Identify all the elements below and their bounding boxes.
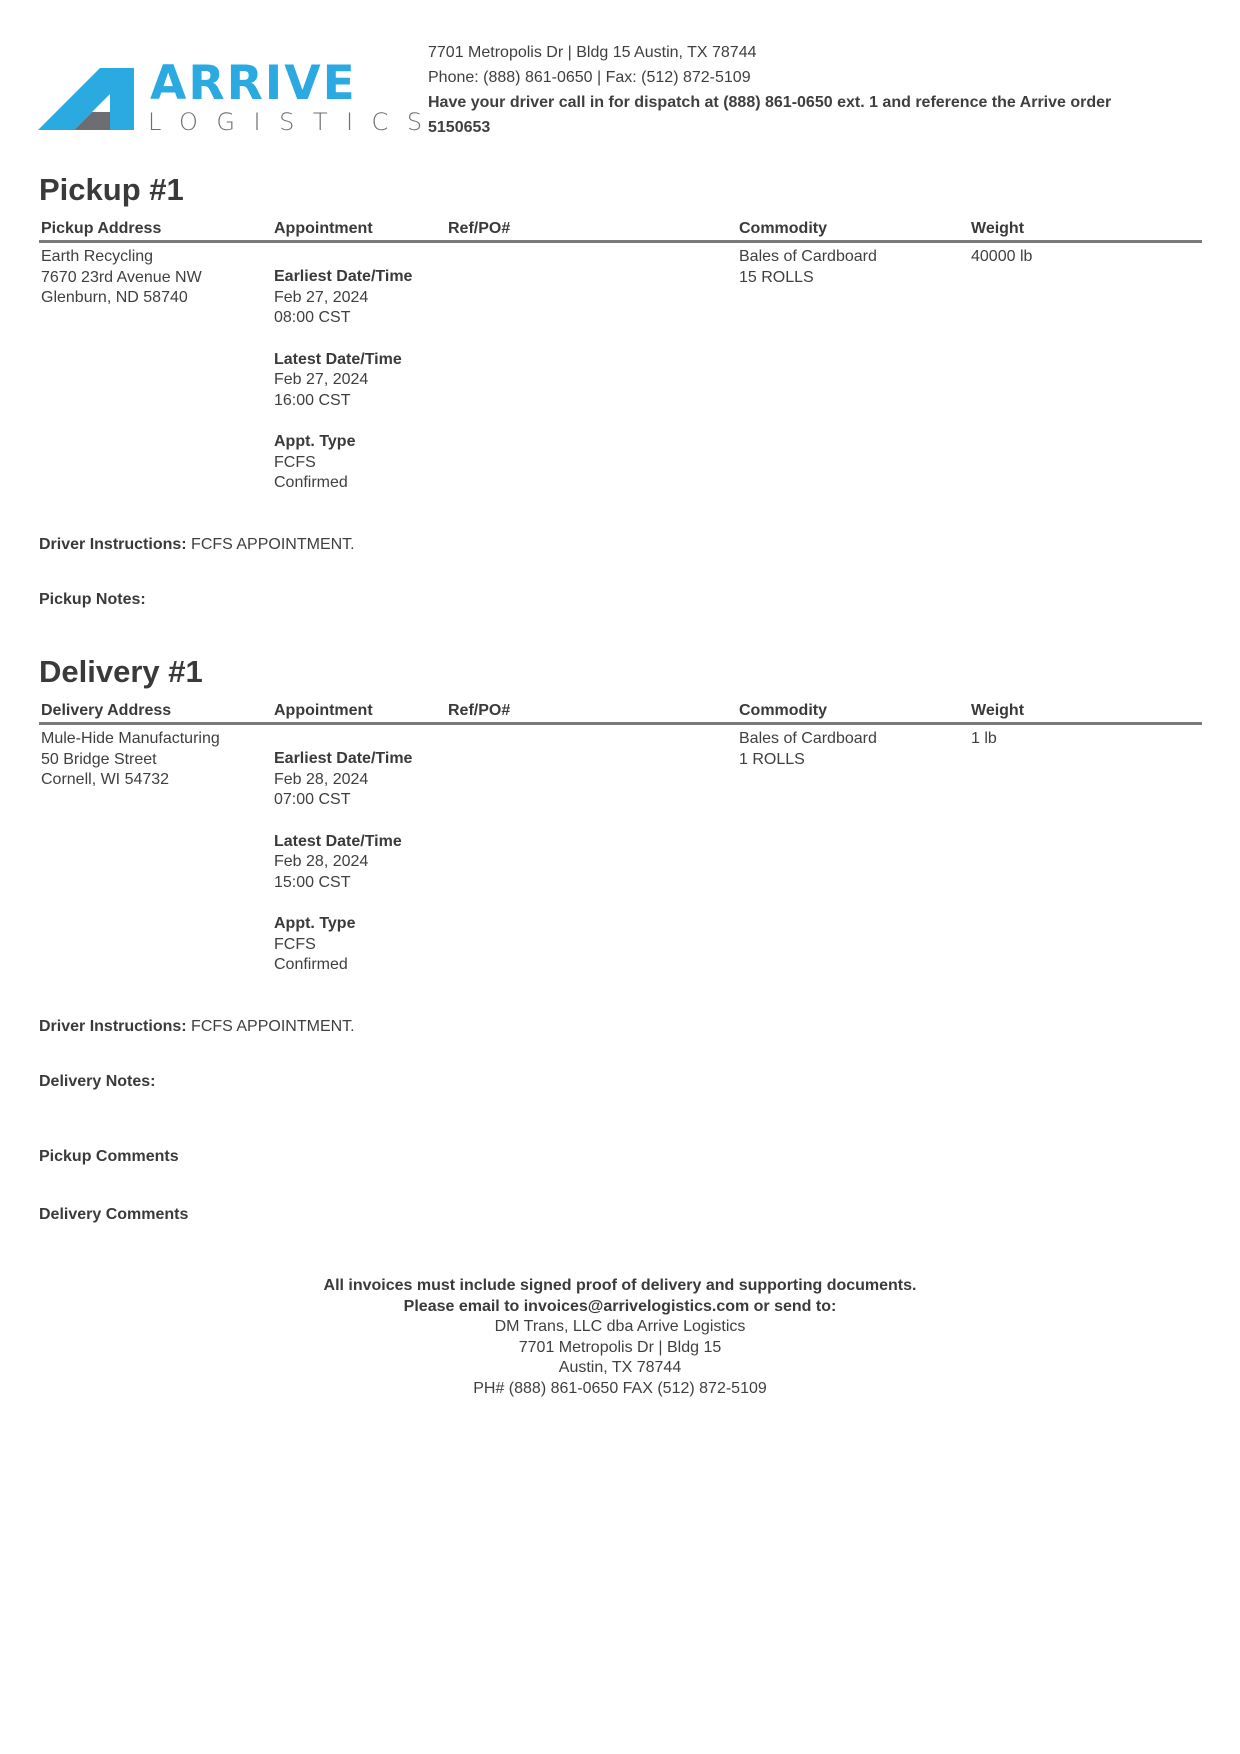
footer-city: Austin, TX 78744 [558, 1359, 682, 1376]
earliest-time: 07:00 CST [274, 791, 351, 808]
pickup-table-row [39, 243, 1202, 505]
pickup-address [41, 247, 202, 309]
delivery-appointment [274, 729, 412, 976]
commodity-quantity: 15 ROLLS [739, 268, 814, 286]
footer-phone-fax: PH# (888) 861-0650 FAX (512) 872-5109 [473, 1379, 767, 1397]
latest-time: 16:00 CST [274, 391, 351, 409]
delivery-address-street: 50 Bridge Street [41, 750, 157, 768]
pickup-notes-label: Pickup Notes: [39, 591, 146, 608]
footer-email-instruction: Please email to invoices@arrivelogistics.com or send to: [403, 1297, 837, 1315]
commodity-name: Bales of Cardboard [739, 730, 877, 747]
appt-type-label: Appt. Type [274, 433, 356, 450]
pickup-notes [39, 591, 146, 609]
earliest-date: Feb 27, 2024 [274, 288, 369, 306]
appt-type-label: Appt. Type [274, 915, 356, 932]
logo-wordmark-bottom: LOGISTICS [148, 108, 441, 136]
commodity-quantity: 1 ROLLS [739, 750, 805, 768]
latest-label: Latest Date/Time [274, 350, 402, 368]
col-header-address: Pickup Address [41, 220, 162, 237]
earliest-time: 08:00 CST [274, 309, 351, 326]
latest-time: 15:00 CST [274, 873, 351, 891]
arrive-logo-mark-icon [38, 66, 143, 130]
pickup-weight: 40000 lb [971, 248, 1033, 265]
col-header-appointment: Appointment [274, 702, 373, 719]
col-header-commodity: Commodity [739, 702, 827, 719]
appt-type: FCFS [274, 453, 316, 471]
pickup-table-header [39, 214, 1202, 243]
delivery-notes-label: Delivery Notes: [39, 1073, 156, 1090]
commodity-name: Bales of Cardboard [739, 248, 877, 265]
latest-label: Latest Date/Time [274, 832, 402, 850]
col-header-commodity: Commodity [739, 220, 827, 237]
delivery-address-city: Cornell, WI 54732 [41, 771, 170, 788]
delivery-weight: 1 lb [971, 730, 997, 747]
pickup-comments [39, 1148, 179, 1166]
delivery-address-name: Mule-Hide Manufacturing [41, 730, 220, 747]
delivery-comments [39, 1206, 188, 1224]
earliest-date: Feb 28, 2024 [274, 770, 369, 788]
logo-wordmark-top: ARRIVE [150, 56, 357, 111]
delivery-section [39, 654, 1202, 987]
latest-date: Feb 27, 2024 [274, 371, 369, 388]
appt-status: Confirmed [274, 474, 348, 491]
pickup-appointment [274, 247, 412, 494]
invoice-footer [0, 1276, 1240, 1399]
footer-invoice-requirement: All invoices must include signed proof of delivery and supporting documents. [323, 1277, 917, 1294]
pickup-address-city: Glenburn, ND 58740 [41, 289, 188, 306]
footer-company-name: DM Trans, LLC dba Arrive Logistics [494, 1318, 746, 1335]
company-contact-block [428, 40, 1168, 140]
delivery-driver-instructions [39, 1018, 355, 1036]
pickup-comments-label: Pickup Comments [39, 1148, 179, 1165]
delivery-comments-label: Delivery Comments [39, 1206, 189, 1223]
col-header-weight: Weight [971, 220, 1025, 237]
col-header-weight: Weight [971, 702, 1025, 719]
footer-street: 7701 Metropolis Dr | Bldg 15 [518, 1338, 722, 1356]
delivery-notes [39, 1073, 156, 1091]
pickup-driver-instructions [39, 536, 355, 554]
col-header-address: Delivery Address [41, 702, 172, 719]
earliest-label: Earliest Date/Time [274, 268, 413, 285]
company-logo [38, 56, 441, 136]
pickup-address-name: Earth Recycling [41, 248, 154, 265]
delivery-title: Delivery #1 [39, 654, 203, 689]
company-address: 7701 Metropolis Dr | Bldg 15 Austin, TX 78744 [428, 44, 757, 61]
driver-instructions-text: FCFS APPOINTMENT. [191, 1018, 355, 1035]
appt-status: Confirmed [274, 956, 348, 973]
col-header-ref: Ref/PO# [448, 220, 511, 237]
driver-instructions-text: FCFS APPOINTMENT. [191, 536, 355, 553]
pickup-title: Pickup #1 [39, 172, 184, 207]
driver-instructions-label: Driver Instructions: [39, 536, 187, 553]
delivery-commodity [739, 729, 877, 770]
appt-type: FCFS [274, 935, 316, 953]
delivery-table-row [39, 725, 1202, 987]
dispatch-instructions: Have your driver call in for dispatch at (888) 861-0650 ext. 1 and reference the Arrive order [428, 94, 1112, 111]
earliest-label: Earliest Date/Time [274, 750, 413, 767]
delivery-table-header [39, 696, 1202, 725]
pickup-commodity [739, 247, 877, 288]
col-header-ref: Ref/PO# [448, 702, 511, 719]
pickup-address-street: 7670 23rd Avenue NW [41, 268, 202, 286]
col-header-appointment: Appointment [274, 220, 373, 237]
delivery-address [41, 729, 220, 791]
order-number: 5150653 [428, 119, 491, 136]
driver-instructions-label: Driver Instructions: [39, 1018, 187, 1035]
latest-date: Feb 28, 2024 [274, 853, 369, 870]
company-phone: Phone: (888) 861-0650 | Fax: (512) 872-5109 [428, 69, 751, 86]
pickup-section [39, 172, 1202, 505]
